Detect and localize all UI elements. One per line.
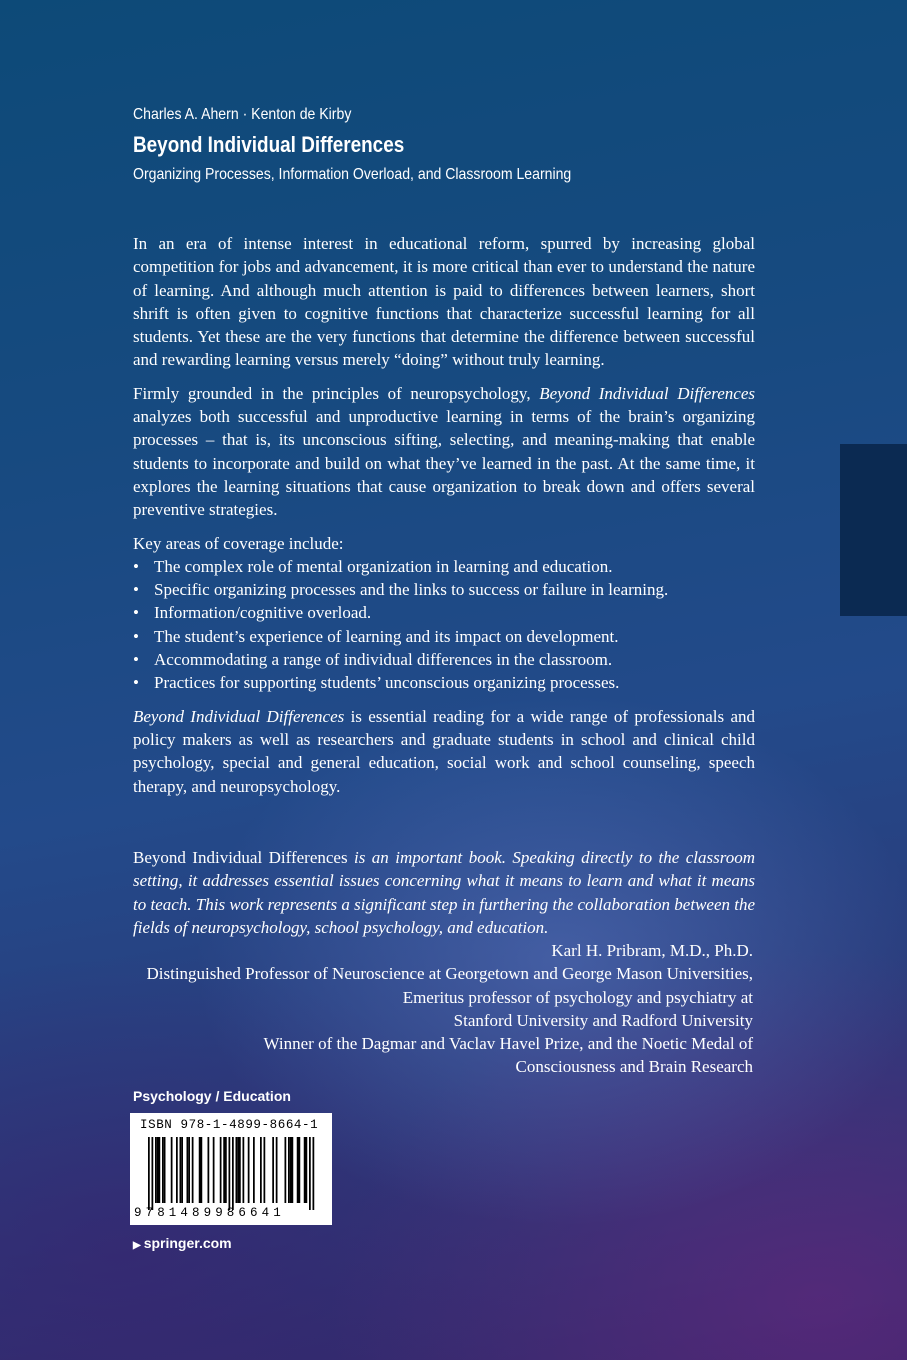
paragraph-text: Firmly grounded in the principles of neuropsychology,: [133, 383, 540, 403]
barcode-bar: [297, 1137, 299, 1203]
barcode-bar: [232, 1137, 234, 1210]
publisher-url: springer.com: [143, 1235, 232, 1251]
barcode-bar: [292, 1137, 294, 1203]
barcode-bar: [237, 1137, 239, 1203]
endorsement-attribution: [100, 939, 753, 1079]
description-paragraph: [133, 382, 755, 522]
barcode-bar: [272, 1137, 274, 1203]
barcode-bar: [309, 1137, 311, 1210]
description: [133, 232, 755, 808]
barcode-bar: [192, 1137, 194, 1203]
attribution-line: Winner of the Dagmar and Vaclav Havel Prize, and the Noetic Medal of: [263, 1034, 753, 1054]
description-paragraph: In an era of intense interest in educational reform, spurred by increasing global competition for jobs and advancement, it is more critical than ever to understand the nature of learning. And although much attention is paid to differences between learners, short shrift is often given to cognitive functions that characterize successful learning for all students. Yet these are the very functions that determine the difference between successful and rewarding learning versus merely “doing” without truly learning.: [133, 234, 755, 370]
list-item: • Information/cognitive overload.: [133, 601, 755, 624]
barcode-bar: [253, 1137, 255, 1203]
barcode-bar: [229, 1137, 231, 1210]
barcode-bar: [148, 1137, 150, 1210]
barcode-bar: [220, 1137, 222, 1203]
isbn-barcode: [130, 1113, 332, 1225]
attribution-line: Karl H. Pribram, M.D., Ph.D.: [551, 941, 753, 960]
barcode-bar: [213, 1137, 215, 1203]
barcode-digits: 9781489986641: [134, 1206, 285, 1220]
barcode-bar: [162, 1137, 164, 1203]
list-item: • Accommodating a range of individual differences in the classroom.: [133, 648, 755, 671]
endorsement-quote: [133, 846, 755, 939]
barcode-bar: [299, 1137, 301, 1203]
quote-text: [133, 846, 755, 939]
authors: Charles A. Ahern · Kenton de Kirby: [133, 106, 352, 123]
arrow-right-icon: ▶: [133, 1240, 141, 1251]
barcode-bar: [260, 1137, 262, 1203]
spine-tab: [840, 444, 907, 616]
list-item: • Practices for supporting students’ unconscious organizing processes.: [133, 671, 755, 694]
book-title-mention: Beyond Individual Differences: [133, 848, 348, 867]
barcode-bar: [248, 1137, 250, 1203]
book-subtitle: Organizing Processes, Information Overload, and Classroom Learning: [133, 166, 572, 183]
barcode-bar: [276, 1137, 278, 1203]
isbn-label: ISBN 978-1-4899-8664-1: [140, 1118, 319, 1132]
barcode-bar: [306, 1137, 308, 1203]
barcode-bar: [176, 1137, 178, 1203]
paragraph-text: is essential reading for a wide range of professionals and policy makers as well as researchers and graduate students in school and clinical child psychology, special and general education, social work and school counseling, speech therapy, and neuropsychology.: [133, 706, 755, 796]
barcode-bar: [239, 1137, 241, 1203]
list-item: • The student’s experience of learning and its impact on development.: [133, 625, 755, 648]
barcode-bar: [152, 1137, 154, 1210]
book-title-mention: Beyond Individual Differences: [133, 706, 345, 726]
attribution-line: Stanford University and Radford University: [453, 1010, 753, 1030]
barcode-bar: [164, 1137, 166, 1203]
barcode-bar: [288, 1137, 290, 1203]
list-item: • Specific organizing processes and the links to success or failure in learning.: [133, 578, 755, 601]
quote-body: is an important book. Speaking directly to the classroom setting, it addresses essential issues concerning what it means to learn and what it means to teach. This work represents a significant step in furthering the collaboration between the fields of neuropsychology, school psychology, and education.: [133, 848, 756, 937]
barcode-bar: [159, 1137, 161, 1203]
barcode-bar: [225, 1137, 227, 1203]
barcode-bar: [208, 1137, 210, 1203]
barcode-bar: [313, 1137, 315, 1210]
attribution-line: Consciousness and Brain Research: [515, 1057, 753, 1077]
barcode-bar: [157, 1137, 159, 1203]
barcode-bar: [201, 1137, 203, 1203]
book-title: Beyond Individual Differences: [133, 132, 405, 157]
barcode-bar: [236, 1137, 238, 1203]
barcode-bar: [155, 1137, 157, 1203]
attribution-line: Emeritus professor of psychology and psychiatry at: [402, 987, 753, 1007]
barcode-bar: [171, 1137, 173, 1203]
barcode-bar: [188, 1137, 190, 1203]
list-item: • The complex role of mental organization in learning and education.: [133, 555, 755, 578]
barcode-bar: [223, 1137, 225, 1203]
barcode-bar: [290, 1137, 292, 1203]
barcode-bar: [199, 1137, 201, 1203]
subject-category: Psychology / Education: [133, 1088, 291, 1104]
publisher-link[interactable]: [133, 1235, 232, 1251]
barcode-bar: [264, 1137, 266, 1203]
barcode-bar: [243, 1137, 245, 1203]
coverage-list: [133, 555, 755, 695]
paragraph-text: analyzes both successful and unproductive learning in terms of the brain’s organizing processes – that is, its unconscious sifting, selecting, and meaning-making that enable students to incorporate and build on what they’ve learned in the past. At the same time, it explores the learning situations that cause organization to break down and offers several preventive strategies.: [133, 407, 755, 520]
book-title-mention: Beyond Individual Differences: [539, 383, 755, 403]
attribution-line: Distinguished Professor of Neuroscience at Georgetown and George Mason Universities,: [146, 964, 753, 984]
barcode-bar: [285, 1137, 287, 1203]
description-paragraph: [133, 705, 755, 798]
barcode-bar: [304, 1137, 306, 1203]
coverage-list-intro: Key areas of coverage include:: [133, 533, 344, 553]
barcode-bar: [180, 1137, 182, 1203]
barcode-bar: [181, 1137, 183, 1203]
barcode-bar: [187, 1137, 189, 1203]
